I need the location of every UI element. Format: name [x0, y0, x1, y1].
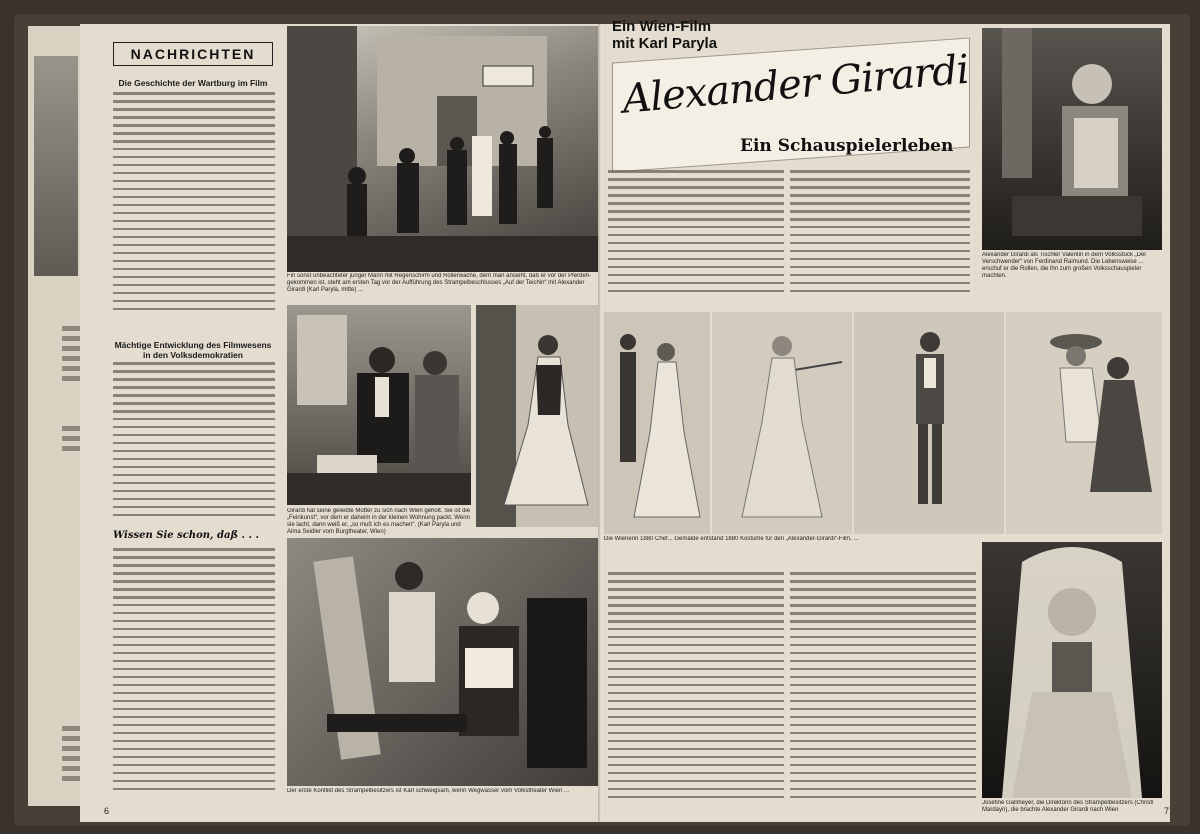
mother-scene-photo: [287, 305, 471, 505]
headline-wartburg: Die Geschichte der Wartburg im Film: [118, 78, 268, 88]
article-body-col2: [790, 170, 970, 304]
costume-couple-illustration: [604, 312, 710, 534]
article-body-col4: [790, 572, 976, 806]
caption-gallmeyer: Josefine Gallmeyer, die Direktorin des Strampelbesitzers (Christl Mardayn), die brachte Alexander Girardi nach Wien: [982, 800, 1154, 813]
street-scene-illustration: [287, 26, 599, 272]
article-volksdemokratien: [113, 362, 275, 522]
mother-scene-illustration: [287, 305, 471, 505]
caption-rehearsal-scene: Der erste Konflikt des Strampelbesitzers ist Karl schweigsam, wenn Wegwasser vom Volkstheater Wien ...: [287, 788, 569, 794]
article-title: Alexander Girardi: [620, 46, 971, 123]
costume-sketch-couple: [604, 312, 710, 534]
page-number-left: 6: [104, 806, 110, 816]
caption-girardi-portrait: Alexander Girardi als Tischler Valentin in dem Volksstück „Der Verschwender“ von Ferdinand Raimund. Die Lebensweise ... erschuf er die Rollen, die ihn zum großen Volksschauspieler machten.: [982, 252, 1147, 279]
costume-group-illustration: [1006, 312, 1162, 534]
girardi-portrait-illustration: [982, 28, 1162, 250]
caption-street-scene: Fin sonst unbeachteter junger Mann mit Regenschirm und Rollerwache, dem man ansieht, daß er vor der Pferdeh- gekommen ist, steht am ersten Tag vor der Aufführung des Strampelbeschlusses „Auf der Teichin“ mit Alexander Girardi (Karl Paryla, mitte) ...: [287, 273, 592, 293]
costume-parasol-illustration: [712, 312, 852, 534]
street-scene-photo: [287, 26, 599, 272]
underlying-photo: [34, 56, 78, 276]
page-number-right: 7: [1164, 806, 1170, 816]
article-body-col3: [608, 572, 784, 806]
gallmeyer-portrait-illustration: [982, 542, 1162, 798]
rehearsal-scene-illustration: [287, 538, 599, 786]
gallmeyer-portrait-photo: [982, 542, 1162, 798]
column-header: NACHRICHTEN: [113, 42, 273, 66]
headline-wissen-sie-schon: Wissen Sie schon, daß . . .: [113, 530, 259, 541]
rehearsal-scene-photo: [287, 538, 599, 786]
costume-gentleman-illustration: [854, 312, 1004, 534]
caption-mother-scene: Girardi hat seine geliebte Mutter zu sich nach Wien geholt. Sie ist die „Feinkunst“, vor dem er daheim in der kleinen Wohnung packt. Wenn sie lacht, dann weiß er, „so muß ich es machen“. (Karl Paryla und Alma Seidler vom Burgtheater, Wien): [287, 508, 471, 535]
costume-sketch-gentleman: [854, 312, 1004, 534]
headline-volksdemokratien: Mächtige Entwicklung des Filmwesens in den Volksdemokratien: [114, 340, 272, 360]
costume-sketch-group: [1006, 312, 1162, 534]
article-kicker: Ein Wien-Film mit Karl Paryla: [612, 18, 718, 52]
article-wissen-sie-schon: [113, 548, 275, 798]
girardi-portrait-photo: [982, 28, 1162, 250]
article-wartburg: [113, 92, 275, 318]
costume-sketch-lady: [476, 305, 600, 527]
costume-sketch-illustration: [476, 305, 600, 527]
article-body-col1: [608, 170, 784, 304]
caption-costume-gallery: Die Wienerin 1880 Chef... Gemälde entstand 1880 Kostüme für den „Alexander-Girardi“-Film, ...: [604, 536, 859, 542]
article-subtitle: Ein Schauspielerleben: [740, 136, 954, 156]
costume-sketch-parasol: [712, 312, 852, 534]
